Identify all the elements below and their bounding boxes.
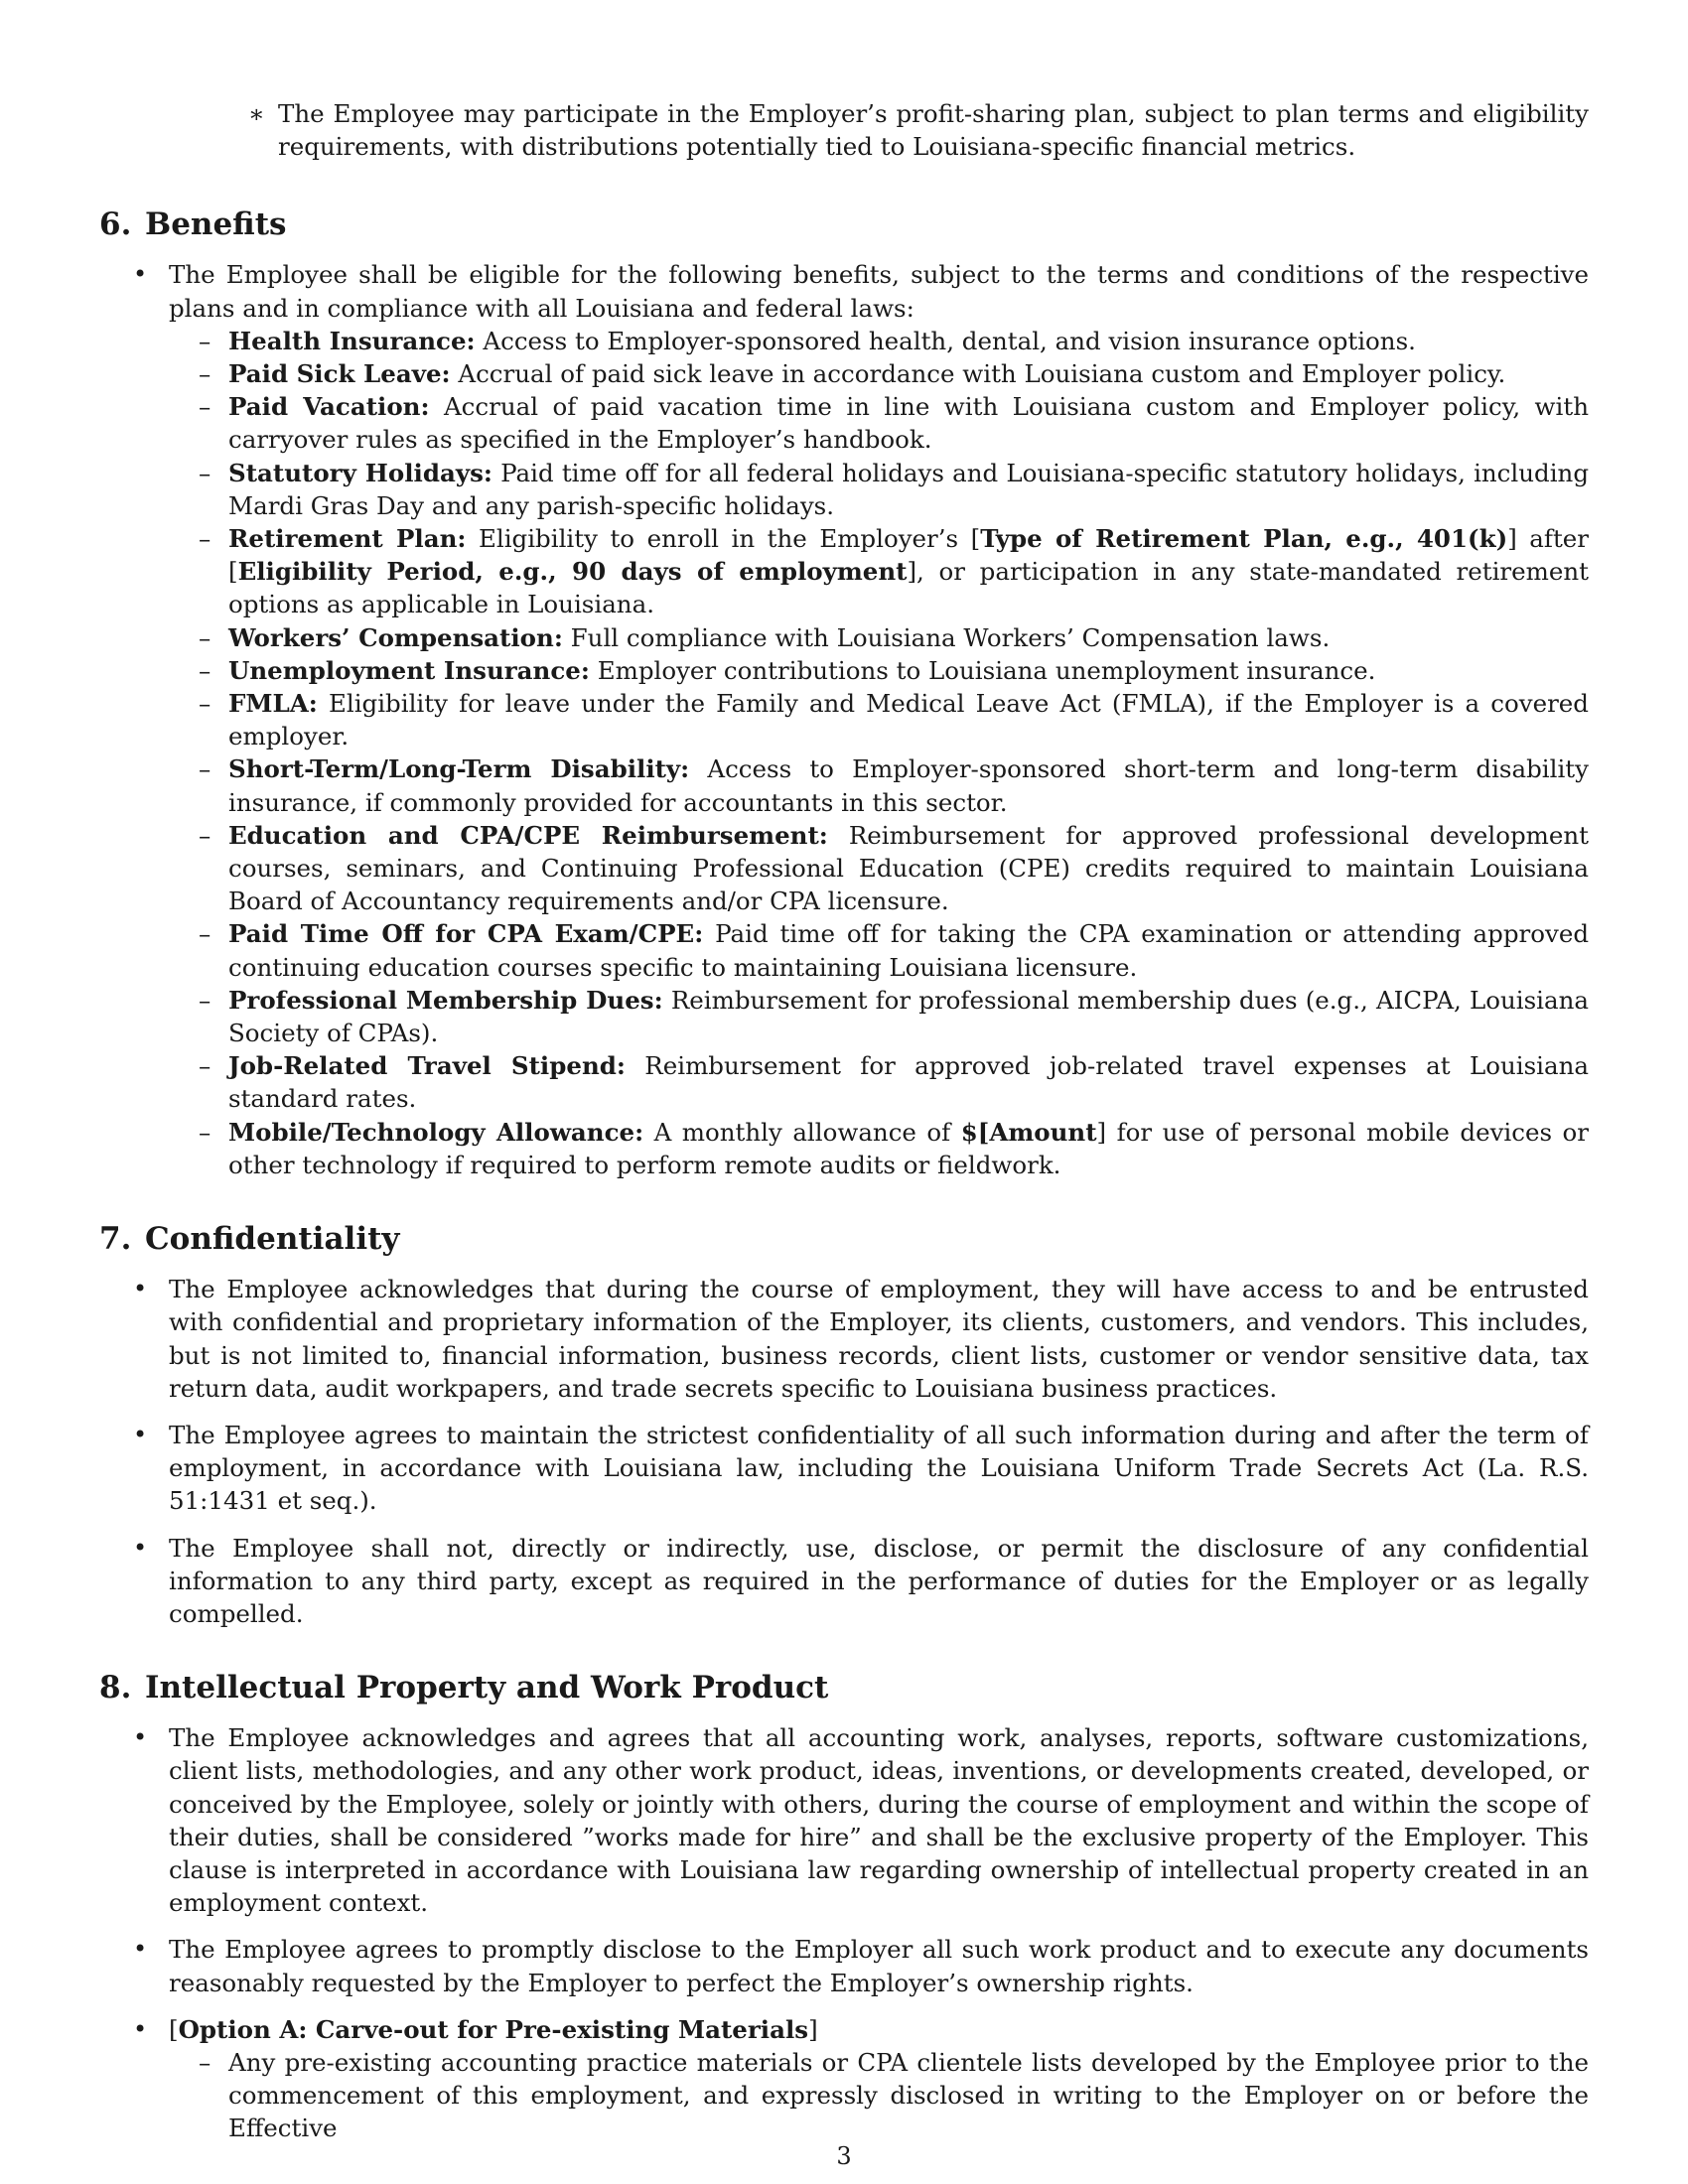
benefit-item [99,357,1589,390]
option-a-text: Any pre-existing accounting practice materials or CPA clientele lists developed by the Employee prior to the commencement of this employment, and expressly disclosed in writing to the Employer on or before the Effective [228,2047,1589,2143]
benefit-description: Full compliance with Louisiana Workers’ Compensation laws. [570,622,1331,652]
dash-bullet: – [199,392,211,422]
benefit-text [228,752,1589,818]
benefit-description: Paid time off for all federal holidays and Louisiana-specific statutory holidays, including Mardi Gras Day and any parish-specific holidays. [228,458,1590,520]
section-benefits [99,205,1589,1181]
bullet-icon: • [133,1275,148,1303]
benefit-item [99,819,1589,918]
benefit-text [228,654,1589,687]
section-heading [99,1219,1589,1259]
benefit-text [228,457,1589,522]
dash-bullet: – [199,524,211,554]
benefit-item [99,457,1589,522]
benefit-label: Health Insurance: [228,326,476,355]
benefit-text [228,390,1589,456]
benefit-label: Statutory Holidays: [228,458,492,487]
benefit-label: Job-Related Travel Stipend: [228,1051,626,1081]
benefit-description: Employer contributions to Louisiana unemployment insurance. [597,655,1376,685]
dash-bullet: – [199,1051,211,1081]
dash-bullet: – [199,458,211,487]
sub-list-item [99,2046,1589,2145]
benefit-item [99,522,1589,621]
benefit-text [228,819,1589,918]
ip-list [99,1721,1589,2144]
confidentiality-paragraph: The Employee acknowledges that during the course of employment, they will have access to and be entrusted with confidential and proprietary information of the Employer, its clients, customers, and vendors. This includes, but is not limited to, financial information, business records, client lists, customer or vendor sensitive data, tax return data, audit workpapers, and trade secrets specific to Louisiana business practices. [169,1275,1589,1403]
benefit-text [228,522,1589,621]
benefit-item [99,654,1589,687]
option-a-label: Option A: Carve-out for Pre-existing Materials [178,2014,809,2044]
list-item [99,1419,1589,1518]
benefit-placeholder: Type of Retirement Plan, e.g., 401(k) [980,524,1508,554]
section-number: 7. [99,1221,132,1258]
benefit-text [228,621,1589,654]
benefit-text [228,1116,1589,1181]
confidentiality-list [99,1273,1589,1630]
list-item [99,258,1589,1181]
list-item [99,1721,1589,1919]
dash-bullet: – [199,326,211,355]
benefit-label: Workers’ Compensation: [228,622,563,652]
benefit-placeholder: Eligibility Period, e.g., 90 days of employment [237,557,908,587]
benefit-description: Eligibility for leave under the Family and Medical Leave Act (FMLA), if the Employer is a covered employer. [228,689,1589,751]
benefit-label: Mobile/Technology Allowance: [228,1117,644,1147]
bullet-icon: • [133,1723,148,1752]
benefit-label: Professional Membership Dues: [228,985,663,1015]
option-a-sublist [169,2046,1589,2145]
bracket-close: ] [808,2014,818,2044]
page-number: 3 [836,2142,852,2170]
benefit-description: Access to Employer-sponsored health, dental, and vision insurance options. [483,326,1416,355]
benefit-text [228,1049,1589,1115]
benefit-label: Unemployment Insurance: [228,655,590,685]
section-heading [99,1668,1589,1707]
benefit-item [99,917,1589,983]
benefit-label: Paid Sick Leave: [228,359,451,389]
option-a-heading [169,2013,1589,2046]
benefit-text [228,357,1589,390]
benefit-item [99,1116,1589,1181]
benefit-item [99,687,1589,752]
dash-bullet: – [199,689,211,719]
section-number: 6. [99,206,132,243]
bracket-open: [ [169,2014,179,2044]
benefit-text [228,325,1589,357]
page-content [99,97,1589,2145]
list-item [99,1273,1589,1405]
ip-paragraph: The Employee agrees to promptly disclose to the Employer all such work product and to execute any documents reasonably requested by the Employer to perfect the Employer’s ownership rights. [169,1935,1589,1997]
benefit-item [99,621,1589,654]
list-item [99,2013,1589,2145]
benefit-label: Education and CPA/CPE Reimbursement: [228,820,828,850]
benefit-description: Paid time off for taking the CPA examination or attending approved continuing education courses specific to maintaining Louisiana licensure. [228,919,1589,982]
benefit-description: Reimbursement for professional membership dues (e.g., AICPA, Louisiana Society of CPAs). [228,985,1590,1048]
benefits-list [99,258,1589,1181]
section-title: Intellectual Property and Work Product [145,1670,829,1706]
benefit-label: Retirement Plan: [228,524,467,554]
benefit-label: FMLA: [228,689,318,719]
benefit-text [228,917,1589,983]
benefit-label: Paid Vacation: [228,392,430,422]
benefits-intro: The Employee shall be eligible for the following benefits, subject to the terms and conditions of the respective plans and in compliance with all Louisiana and federal laws: [169,260,1589,323]
benefit-text [228,687,1589,752]
benefit-description: Reimbursement for approved professional development courses, seminars, and Continuing Professional Education (CPE) credits required to maintain Louisiana Board of Accountancy requirements and/or CPA licensure. [228,820,1589,916]
section-title: Confidentiality [145,1221,400,1258]
benefit-placeholder: $[Amount [960,1117,1097,1147]
confidentiality-paragraph: The Employee agrees to maintain the strictest confidentiality of all such information during and after the term of employment, in accordance with Louisiana law, including the Louisiana Uniform Trade Secrets Act (La. R.S. 51:1431 et seq.). [169,1420,1589,1516]
dash-bullet: – [199,2047,211,2077]
section-title: Benefits [145,206,287,243]
dash-bullet: – [199,655,211,685]
benefit-item [99,1049,1589,1115]
benefit-description: ], or participation in any state-mandated retirement options as applicable in Louisiana. [228,557,1589,619]
benefit-item [99,984,1589,1049]
dash-bullet: – [199,985,211,1015]
section-intellectual-property [99,1668,1589,2144]
confidentiality-paragraph: The Employee shall not, directly or indirectly, use, disclose, or permit the disclosure of any confidential information to any third party, except as required in the performance of duties for the Employer or as legally compelled. [169,1533,1589,1628]
dash-bullet: – [199,359,211,389]
dash-bullet: – [199,622,211,652]
benefit-item [99,325,1589,357]
dash-bullet: – [199,919,211,949]
dash-bullet: – [199,1117,211,1147]
section-confidentiality [99,1219,1589,1630]
dash-bullet: – [199,820,211,850]
asterisk-bullet: ∗ [248,99,265,128]
profit-sharing-text: The Employee may participate in the Employer’s profit-sharing plan, subject to plan terms and eligibility requirements, with distributions potentially tied to Louisiana-specific financial metrics. [278,99,1589,162]
benefit-description: Accrual of paid sick leave in accordance with Louisiana custom and Employer policy. [458,359,1506,389]
ip-paragraph: The Employee acknowledges and agrees that all accounting work, analyses, reports, software customizations, client lists, methodologies, and any other work product, ideas, inventions, or developments created, developed, or conceived by the Employee, solely or jointly with others, during the course of employment and within the scope of their duties, shall be considered ”works made for hire” and shall be the exclusive property of the Employer. This clause is interpreted in accordance with Louisiana law regarding ownership of intellectual property created in an employment context. [169,1723,1589,1918]
section-heading [99,205,1589,244]
benefit-description: Eligibility to enroll in the Employer’s [ [478,524,981,554]
benefit-text [228,984,1589,1049]
section-number: 8. [99,1670,132,1706]
list-item [99,1933,1589,1998]
list-item [99,1532,1589,1631]
bullet-icon: • [133,1533,148,1562]
bullet-icon: • [133,2014,148,2043]
benefit-description: ] after [ [228,524,1590,587]
benefit-label: Short-Term/Long-Term Disability: [228,754,690,784]
benefit-item [99,752,1589,818]
benefit-description: Accrual of paid vacation time in line with Louisiana custom and Employer policy, with carryover rules as specified in the Employer’s handbook. [228,392,1589,455]
bullet-icon: • [133,1935,148,1964]
benefit-label: Paid Time Off for CPA Exam/CPE: [228,919,704,949]
benefit-item [99,390,1589,456]
dash-bullet: – [199,754,211,784]
benefit-description: A monthly allowance of [653,1117,961,1147]
bullet-icon: • [133,1420,148,1448]
benefit-description: Access to Employer-sponsored short-term and long-term disability insurance, if commonly provided for accountants in this sector. [228,754,1589,817]
profit-sharing-item [248,97,1589,163]
benefit-items [169,325,1589,1181]
benefit-description: ] for use of personal mobile devices or other technology if required to perform remote audits or fieldwork. [228,1117,1589,1179]
benefit-description: Reimbursement for approved job-related travel expenses at Louisiana standard rates. [228,1051,1590,1114]
bullet-icon: • [133,260,148,289]
